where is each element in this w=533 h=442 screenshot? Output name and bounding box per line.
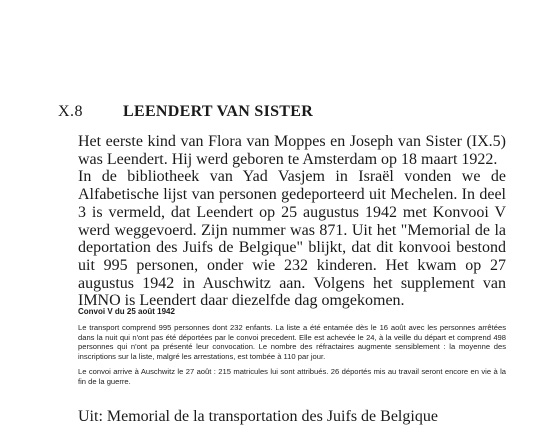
body-paragraph-deportation: In de bibliotheek van Yad Vasjem in Israël vonden we de Alfabetische lijst van personen gedeporteerd uit Mechelen. In deel 3 is vermeld, dat Leendert op 25 augustus 1942 met Konvooi V werd weggevoerd. Zijn nummer was 871. Uit het "Memorial de la deportation des Juifs de Belgique" blijkt, dat dit konvooi bestond uit 995 personen, onder wie 232 kinderen. Het kwam op 27 augustus 1942 in Auschwitz aan. Volgens het supplement van IMNO is Leendert daar diezelfde dag omgekomen.: [78, 168, 506, 310]
source-citation: Uit: Memorial de la transportation des Juifs de Belgique: [78, 408, 438, 425]
quote-paragraph-transport: Le transport comprend 995 personnes dont 232 enfants. La liste a été entamée dès le 16 août avec les personnes arrêtées dans la nuit qui n'ont pas été déportées par le convoi precedent. Elle est achevée le 24, à la veille du départ et comprend 498 personnes qui n'ont pa présenté leur convocation. Le nombre des réfractaires augmente sensiblement : la moyenne des inscriptions sur la liste, malgré les arrestations, est tombée à 110 par jour.: [78, 323, 506, 362]
quote-title: Convoi V du 25 août 1942: [78, 307, 175, 316]
section-number: X.8: [58, 103, 84, 120]
body-text: [78, 133, 506, 310]
body-paragraph-intro: Het eerste kind van Flora van Moppes en Joseph van Sister (IX.5) was Leendert. Hij werd geboren te Amsterdam op 18 maart 1922.: [78, 133, 506, 168]
section-title: LEENDERT VAN SISTER: [123, 103, 314, 120]
quote-paragraph-arrival: Le convoi arrive à Auschwitz le 27 août : 215 matricules lui sont attribués. 26 déportés mis au travail seront encore en vie à la fin de la guerre.: [78, 366, 506, 386]
quote-block: [78, 323, 506, 386]
